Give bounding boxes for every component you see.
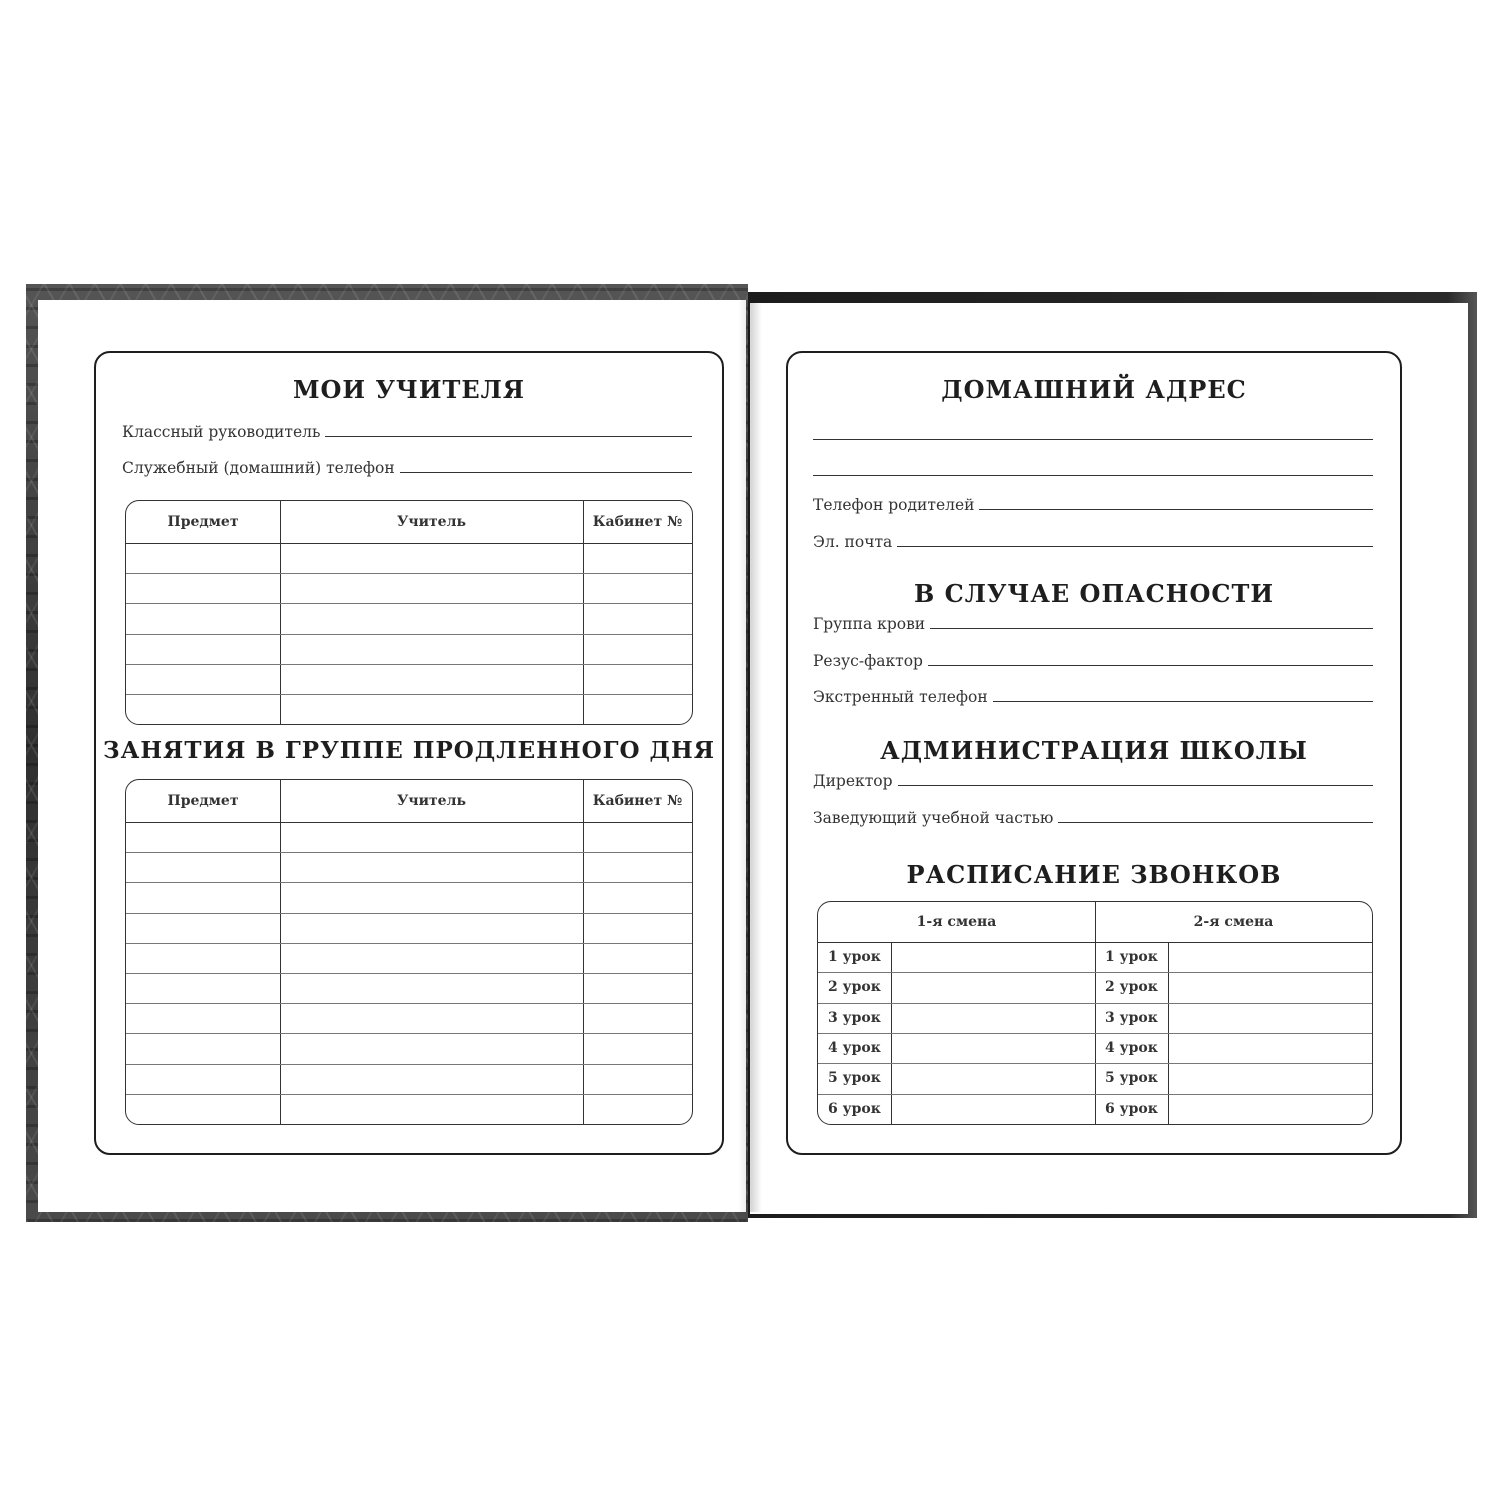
email-line[interactable] [897, 545, 1373, 547]
shift-1-header: 1-я смена [916, 914, 997, 930]
shift-divider [1095, 902, 1096, 1124]
homeroom-teacher-field[interactable] [122, 423, 692, 441]
teachers-panel [94, 351, 724, 1155]
table-row [126, 882, 692, 883]
lesson-label-shift-2: 2 урок [1105, 979, 1158, 996]
parents-phone-field[interactable] [813, 496, 1373, 514]
table-row [126, 694, 692, 695]
teachers-table [125, 500, 693, 725]
table-row [818, 972, 1372, 973]
lesson-label-shift-2: 4 урок [1105, 1040, 1158, 1057]
extended-day-table [125, 779, 693, 1125]
director-field[interactable] [813, 772, 1373, 790]
teachers-title: МОИ УЧИТЕЛЯ [292, 375, 526, 404]
rh-factor-line[interactable] [928, 664, 1373, 666]
table-row [818, 1003, 1372, 1004]
personal-info-panel [786, 351, 1402, 1155]
homeroom-teacher-label: Классный руководитель [122, 423, 321, 441]
email-field[interactable] [813, 533, 1373, 551]
table-row [818, 1033, 1372, 1034]
table-row [126, 1094, 692, 1095]
table-row [126, 634, 692, 635]
head-teacher-line[interactable] [1058, 821, 1373, 823]
table-row [126, 573, 692, 574]
column-header-subject: Предмет [167, 793, 239, 809]
school-admin-title: АДМИНИСТРАЦИЯ ШКОЛЫ [880, 736, 1308, 765]
director-line[interactable] [898, 784, 1373, 786]
table-row [126, 1033, 692, 1034]
column-divider [280, 501, 281, 724]
head-teacher-label: Заведующий учебной частью [813, 809, 1054, 827]
lesson-label-shift-1: 1 урок [828, 949, 881, 966]
lesson-label-shift-1: 3 урок [828, 1009, 881, 1026]
home-address-title: ДОМАШНИЙ АДРЕС [941, 375, 1247, 404]
bell-schedule-table [817, 901, 1373, 1125]
lesson-label-shift-1: 5 урок [828, 1070, 881, 1087]
address-line-2[interactable] [813, 475, 1373, 476]
shift-2-header: 2-я смена [1193, 914, 1274, 930]
emergency-phone-label: Экстренный телефон [813, 688, 988, 706]
homeroom-teacher-line[interactable] [325, 435, 692, 437]
rh-factor-label: Резус-фактор [813, 652, 923, 670]
table-row [126, 913, 692, 914]
extended-day-table-header [126, 780, 692, 823]
table-row [818, 1063, 1372, 1064]
lesson-label-shift-2: 1 урок [1105, 949, 1158, 966]
lesson-label-shift-1: 6 урок [828, 1100, 881, 1117]
column-header-teacher: Учитель [397, 793, 466, 809]
column-divider [280, 780, 281, 1124]
director-label: Директор [813, 772, 893, 790]
column-header-room: Кабинет № [592, 514, 683, 530]
table-row [126, 943, 692, 944]
column-header-subject: Предмет [167, 514, 239, 530]
lesson-label-shift-1: 4 урок [828, 1040, 881, 1057]
emergency-phone-line[interactable] [993, 700, 1373, 702]
column-header-room: Кабинет № [592, 793, 683, 809]
lesson-label-shift-2: 3 урок [1105, 1009, 1158, 1026]
address-line-1[interactable] [813, 439, 1373, 440]
lesson-label-shift-1: 2 урок [828, 979, 881, 996]
book-spine [738, 300, 762, 1212]
lesson-label-shift-2: 5 урок [1105, 1070, 1158, 1087]
teacher-phone-field[interactable] [122, 459, 692, 477]
column-divider [583, 501, 584, 724]
table-row [126, 1064, 692, 1065]
table-row [126, 1003, 692, 1004]
bell-schedule-title: РАСПИСАНИЕ ЗВОНКОВ [906, 860, 1282, 889]
table-row [126, 973, 692, 974]
parents-phone-line[interactable] [979, 508, 1373, 510]
teachers-table-header [126, 501, 692, 544]
parents-phone-label: Телефон родителей [813, 496, 975, 514]
table-row [818, 1094, 1372, 1095]
emergency-phone-field[interactable] [813, 688, 1373, 706]
head-teacher-field[interactable] [813, 809, 1373, 827]
teacher-phone-line[interactable] [400, 471, 692, 473]
table-row [126, 603, 692, 604]
extended-day-title: ЗАНЯТИЯ В ГРУППЕ ПРОДЛЕННОГО ДНЯ [103, 737, 715, 764]
lesson-label-shift-2: 6 урок [1105, 1100, 1158, 1117]
blood-group-field[interactable] [813, 615, 1373, 633]
rh-factor-field[interactable] [813, 652, 1373, 670]
email-label: Эл. почта [813, 533, 893, 551]
table-row [126, 664, 692, 665]
emergency-title: В СЛУЧАЕ ОПАСНОСТИ [914, 579, 1274, 608]
blood-group-label: Группа крови [813, 615, 926, 633]
column-divider [583, 780, 584, 1124]
teacher-phone-label: Служебный (домашний) телефон [122, 459, 395, 477]
column-header-teacher: Учитель [397, 514, 466, 530]
blood-group-line[interactable] [930, 627, 1373, 629]
table-row [126, 852, 692, 853]
